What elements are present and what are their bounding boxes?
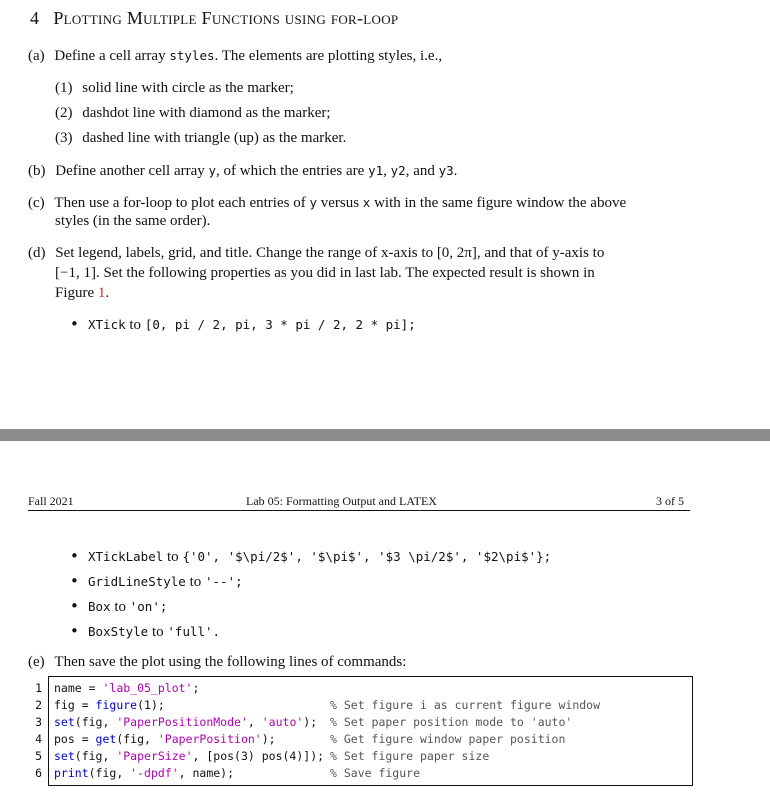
- item-d-line1: Set legend, labels, grid, and title. Change the range of x-axis to [0, 2π], and that of y-axis to: [55, 245, 605, 261]
- code-string: 'PaperPositionMode': [116, 715, 248, 729]
- code-y2: y2: [390, 163, 406, 178]
- to-word: to: [185, 574, 206, 590]
- property-name: Box: [88, 599, 111, 614]
- sub-label: (1): [55, 80, 73, 96]
- item-a-post: . The elements are plotting styles, i.e.,: [214, 48, 443, 64]
- code-function: set: [54, 749, 75, 763]
- code-string: '-dpdf': [130, 766, 179, 780]
- item-a-sub-3: [55, 129, 346, 148]
- to-word: to: [110, 599, 130, 615]
- sub-text: dashed line with triangle (up) as the marker.: [82, 130, 347, 146]
- code-comment: % Save figure: [330, 766, 421, 780]
- code-function: print: [54, 766, 89, 780]
- item-d-line3: [55, 284, 109, 303]
- code-line: name = 'lab_05_plot';: [54, 681, 200, 695]
- item-b-pre: Define another cell array: [55, 163, 209, 179]
- code-y: y: [309, 195, 317, 210]
- header-rule: [28, 510, 690, 511]
- bullet-xtick: [88, 315, 416, 335]
- bullet-gridlinestyle: [88, 572, 243, 592]
- property-name: XTick: [88, 317, 126, 332]
- line-number: 3: [35, 715, 42, 729]
- code-string: 'lab_05_plot': [102, 681, 193, 695]
- item-d-line2: [−1, 1]. Set the following properties as you did in last lab. The expected result is shown in: [55, 265, 595, 281]
- to-word: to: [125, 317, 145, 333]
- item-b: [28, 161, 457, 181]
- item-c-post: with in the same figure window the above: [370, 195, 627, 211]
- item-a-pre: Define a cell array: [54, 48, 170, 64]
- item-c-mid: versus: [316, 195, 363, 211]
- header-left: Fall 2021: [28, 494, 74, 508]
- code-comment: % Get figure window paper position: [330, 732, 566, 746]
- code-x: x: [362, 195, 371, 210]
- page-break-band: [0, 429, 770, 441]
- item-a-code: styles: [169, 48, 215, 63]
- code-line: set(fig, 'PaperPositionMode', 'auto');: [54, 715, 318, 729]
- item-c-pre: Then use a for-loop to plot each entries of: [54, 195, 310, 211]
- code-comment: % Set paper position mode to 'auto': [330, 715, 573, 729]
- code-line: fig = figure(1);: [54, 698, 165, 712]
- item-b-mid: , of which the entries are: [216, 163, 369, 179]
- item-c-line2: styles (in the same order).: [55, 213, 211, 229]
- code-line: set(fig, 'PaperSize', [pos(3) pos(4)]);: [54, 749, 325, 763]
- code-comment: % Set figure paper size: [330, 749, 490, 763]
- item-d: [28, 244, 604, 263]
- and: , and: [405, 163, 439, 179]
- period: .: [105, 285, 110, 301]
- header-right: 3 of 5: [656, 494, 684, 508]
- to-word: to: [148, 624, 168, 640]
- code-comment: % Set figure i as current figure window: [330, 698, 601, 712]
- code-line: print(fig, '-dpdf', name);: [54, 766, 235, 780]
- code-string: 'PaperSize': [116, 749, 193, 763]
- code-function: figure: [95, 698, 138, 712]
- property-value: '--';: [205, 574, 243, 589]
- line-number: 4: [35, 732, 42, 746]
- sub-label: (3): [55, 130, 73, 146]
- section-number: 4: [30, 8, 40, 28]
- item-c-label: (c): [28, 195, 45, 211]
- item-c: [28, 193, 626, 213]
- figure-ref-link[interactable]: 1: [97, 285, 106, 301]
- line-number: 5: [35, 749, 42, 763]
- item-d-label: (d): [28, 245, 46, 261]
- line-number: 2: [35, 698, 42, 712]
- line-number: 6: [35, 766, 42, 780]
- code-line: pos = get(fig, 'PaperPosition');: [54, 732, 276, 746]
- code-y: y: [208, 163, 217, 178]
- section-heading: [30, 8, 398, 29]
- property-name: GridLineStyle: [88, 574, 186, 589]
- property-value: 'full'.: [167, 624, 221, 639]
- sub-label: (2): [55, 105, 73, 121]
- to-word: to: [163, 549, 183, 565]
- property-name: BoxStyle: [88, 624, 149, 639]
- figure-word: Figure: [55, 285, 98, 301]
- item-e: [28, 653, 406, 672]
- code-string: 'PaperPosition': [157, 732, 262, 746]
- item-e-label: (e): [28, 654, 45, 670]
- sub-text: solid line with circle as the marker;: [82, 80, 294, 96]
- code-y1: y1: [368, 163, 384, 178]
- bullet-xticklabel: [88, 547, 551, 567]
- sub-text: dashdot line with diamond as the marker;: [82, 105, 331, 121]
- item-a-sub-1: [55, 79, 294, 98]
- item-e-text: Then save the plot using the following lines of commands:: [54, 654, 407, 670]
- line-number: 1: [35, 681, 42, 695]
- property-name: XTickLabel: [88, 549, 164, 564]
- period: .: [453, 163, 458, 179]
- section-title: Plotting Multiple Functions using for-loop: [53, 8, 399, 28]
- code-function: get: [95, 732, 117, 746]
- header-center: Lab 05: Formatting Output and LATEX: [246, 494, 437, 508]
- item-a-sub-2: [55, 104, 331, 123]
- property-value: [0, pi / 2, pi, 3 * pi / 2, 2 * pi];: [144, 317, 416, 332]
- code-string: 'auto': [261, 715, 304, 729]
- property-value: 'on';: [129, 599, 168, 614]
- property-value: {'0', '$\pi/2$', '$\pi$', '$3 \pi/2$', '$2\pi$'};: [182, 549, 552, 564]
- item-a: [28, 46, 442, 66]
- item-a-label: (a): [28, 48, 45, 64]
- bullet-boxstyle: [88, 622, 220, 642]
- comma: ,: [383, 163, 391, 179]
- code-function: set: [54, 715, 75, 729]
- bullet-box: [88, 597, 167, 617]
- item-b-label: (b): [28, 163, 46, 179]
- code-y3: y3: [438, 163, 454, 178]
